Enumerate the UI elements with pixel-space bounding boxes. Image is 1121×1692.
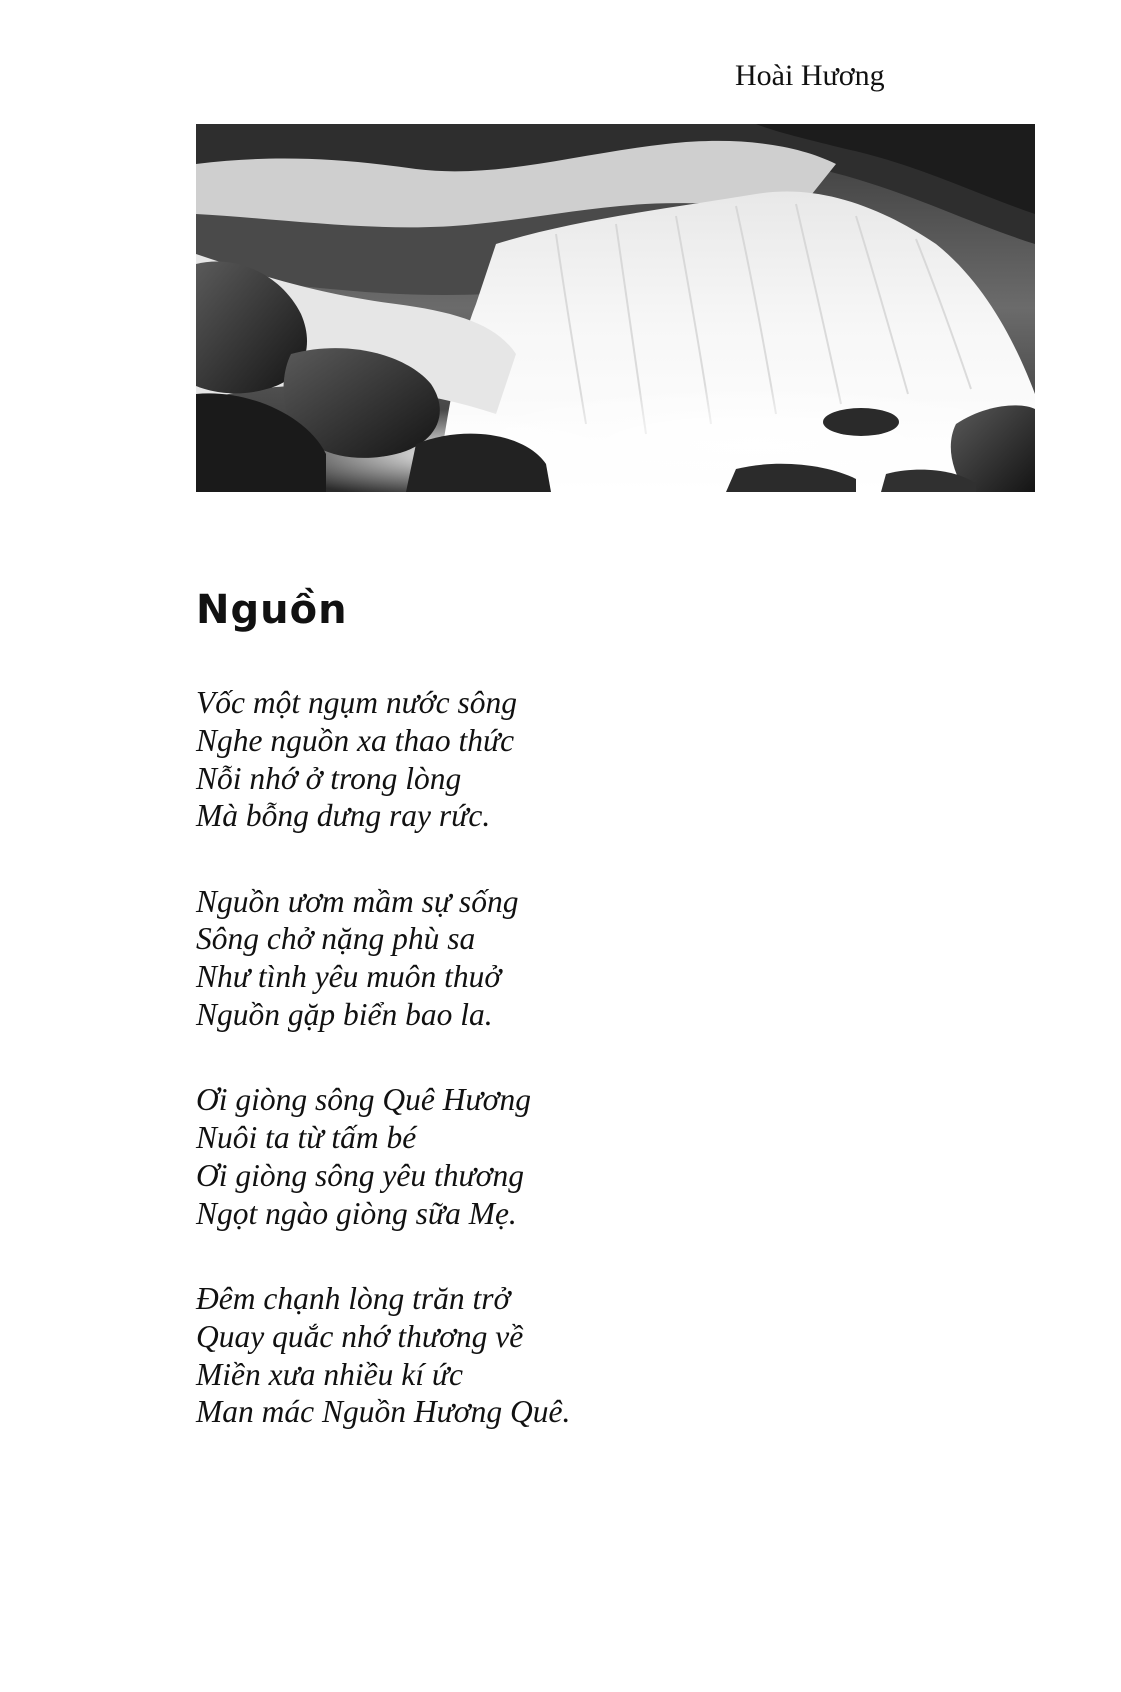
- poem-line: Quay quắc nhớ thương về: [196, 1318, 524, 1354]
- poem-line: Vốc một ngụm nước sông: [196, 685, 517, 720]
- poem-line: Miền xưa nhiều kí ức: [196, 1356, 464, 1392]
- author-name: Hoài Hương: [735, 59, 885, 92]
- poem-line: Nguồn gặp biển bao la.: [196, 997, 493, 1033]
- waterfall-photo: [196, 124, 1035, 492]
- poem-line: Ngọt ngào giòng sữa Mẹ.: [196, 1195, 517, 1231]
- stanza: [196, 1081, 896, 1232]
- poem-line: Man mác Nguồn Hương Quê.: [196, 1394, 571, 1430]
- poem-line: Ơi giòng sông yêu thương: [196, 1157, 524, 1193]
- waterfall-image: [196, 124, 1035, 492]
- poem-line: Ơi giòng sông Quê Hương: [196, 1082, 531, 1118]
- stanza: [196, 883, 896, 1034]
- poem-line: Nguồn ươm mầm sự sống: [196, 883, 519, 919]
- stanza: [196, 684, 896, 835]
- poem-line: Như tình yêu muôn thuở: [196, 959, 502, 995]
- poem-body: [196, 684, 896, 1479]
- poem-line: Nỗi nhớ ở trong lòng: [196, 760, 462, 796]
- stanza: [196, 1280, 896, 1431]
- poem-line: Mà bỗng dưng ray rức.: [196, 798, 491, 834]
- poem-line: Nghe nguồn xa thao thức: [196, 722, 515, 758]
- poem-line: Nuôi ta từ tấm bé: [196, 1120, 417, 1156]
- poem-line: Sông chở nặng phù sa: [196, 921, 476, 957]
- poem-line: Đêm chạnh lòng trăn trở: [196, 1281, 511, 1317]
- poem-title: Nguồn: [196, 587, 348, 633]
